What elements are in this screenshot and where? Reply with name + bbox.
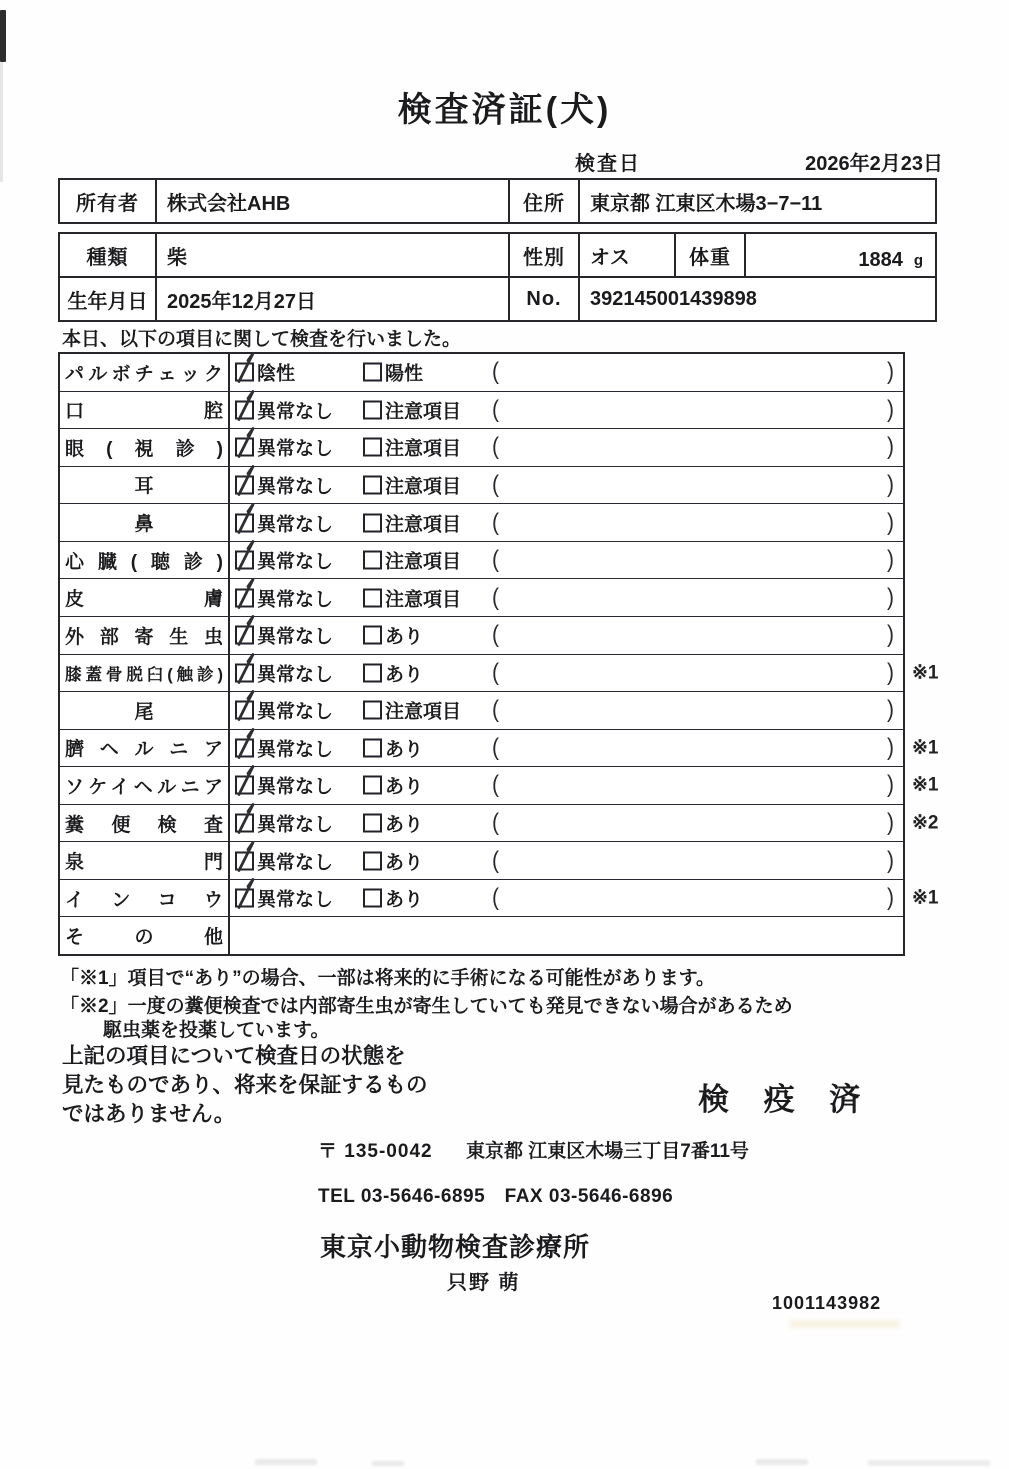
checkbox-primary [235, 400, 254, 419]
remarks-paren-open: ( [492, 471, 499, 498]
remarks-paren-close: ) [887, 696, 894, 723]
scan-artifact-topleft [0, 10, 6, 62]
exam-item-label: 膝蓋骨脱臼(触診) [65, 665, 223, 684]
checkmark-icon [233, 388, 259, 422]
footnote-1: 「※1」項目で“あり”の場合、一部は将来的に手術になる可能性があります。 [60, 968, 716, 989]
checkmark-icon [233, 651, 259, 685]
row-footnote-ref: ※1 [912, 887, 939, 909]
exam-result-cell [230, 655, 939, 692]
exam-table-row [60, 578, 903, 616]
remarks-paren-close: ) [887, 433, 894, 461]
primary-option-label: 異常なし [257, 476, 334, 498]
checkbox-primary [235, 438, 254, 457]
clinic-address: 東京都 江東区木場三丁目7番11号 [466, 1141, 749, 1162]
exam-result-cell [230, 730, 939, 767]
exam-item-cell [60, 730, 230, 767]
exam-item-label: 心臓(聴診) [65, 551, 223, 573]
checkbox-secondary [363, 363, 382, 382]
remarks-paren-open: ( [492, 696, 499, 723]
exam-item-label: 臍ヘルニア [65, 739, 223, 761]
secondary-result-option [363, 359, 423, 386]
exam-item-cell [60, 805, 230, 842]
exam-item-cell [60, 429, 230, 466]
row-footnote-ref: ※1 [912, 737, 939, 759]
secondary-result-option [363, 847, 423, 874]
secondary-result-option [363, 434, 461, 461]
veterinarian-name: 只野 萌 [447, 1272, 521, 1294]
exam-item-label: 眼(視診) [65, 438, 223, 460]
checkbox-secondary [363, 400, 382, 419]
secondary-result-option [363, 810, 423, 837]
checkbox-primary [235, 363, 254, 382]
remarks-paren-open: ( [492, 508, 499, 536]
checkbox-primary [235, 588, 254, 607]
secondary-option-label: 陽性 [385, 363, 424, 385]
exam-result-cell [230, 692, 903, 729]
weight-label: 体重 [674, 234, 744, 276]
secondary-result-option [363, 622, 423, 649]
secondary-result-option [363, 509, 461, 536]
checkbox-primary [235, 851, 254, 870]
exam-item-cell [60, 579, 230, 616]
scan-artifact-bottom [372, 1461, 404, 1466]
primary-option-label: 異常なし [257, 551, 334, 573]
exam-item-cell [60, 354, 230, 391]
exam-result-cell [230, 842, 903, 879]
checkbox-primary [235, 814, 254, 833]
exam-table-row [60, 541, 903, 579]
checkbox-secondary [363, 776, 382, 795]
clinic-name: 東京小動物検査診療所 [320, 1232, 591, 1262]
page-title: 検査済証(犬) [397, 91, 612, 129]
birthdate-label: 生年月日 [67, 290, 148, 313]
exam-result-cell [230, 617, 903, 654]
intro-text: 本日、以下の項目に関して検査を行いました。 [62, 329, 462, 350]
primary-result-option [235, 509, 333, 536]
exam-item-label: 尾 [134, 701, 154, 723]
checkmark-icon [233, 614, 259, 648]
remarks-paren-open: ( [492, 809, 499, 836]
primary-option-label: 異常なし [257, 664, 334, 686]
remarks-paren-open: ( [492, 433, 499, 461]
checkbox-primary [235, 475, 254, 494]
exam-item-cell [60, 392, 230, 429]
scan-artifact-bottom [756, 1459, 808, 1465]
secondary-option-label: あり [385, 776, 424, 798]
sex-value: オス [578, 234, 674, 276]
remarks-paren-close: ) [887, 734, 894, 761]
checkmark-icon [233, 689, 259, 723]
exam-result-cell [230, 917, 903, 954]
secondary-option-label: 注意項目 [385, 476, 462, 498]
remarks-paren-close: ) [887, 771, 894, 799]
exam-item-label: インコウ [65, 889, 223, 911]
checkbox-primary [235, 889, 254, 908]
exam-item-label: 皮膚 [65, 589, 223, 611]
inspection-date-label: 検査日 [575, 153, 641, 175]
exam-table-row [60, 616, 903, 654]
primary-result-option [235, 885, 333, 912]
row-footnote-ref: ※2 [912, 812, 939, 834]
secondary-result-option [363, 584, 461, 611]
exam-item-cell [60, 842, 230, 879]
exam-item-cell [60, 917, 230, 954]
exam-item-cell [60, 542, 230, 579]
exam-table-row [60, 729, 939, 767]
checkbox-primary [235, 513, 254, 532]
disclaimer-line: ではありません。 [62, 1102, 236, 1126]
checkbox-secondary [363, 475, 382, 494]
remarks-paren-open: ( [492, 583, 499, 611]
secondary-result-option [363, 885, 423, 912]
remarks-paren-close: ) [887, 884, 894, 911]
weight-value-cell [744, 234, 935, 276]
exam-table-row [60, 503, 903, 541]
secondary-result-option [363, 547, 461, 574]
exam-result-cell [230, 805, 939, 842]
row-footnote-ref: ※1 [912, 774, 939, 796]
checkbox-secondary [363, 551, 382, 570]
exam-result-cell [230, 880, 939, 917]
exam-item-label: 鼻 [134, 514, 154, 536]
secondary-option-label: あり [385, 739, 424, 761]
primary-option-label: 異常なし [257, 814, 334, 836]
owner-value: 株式会社AHB [155, 180, 508, 222]
birthdate-value: 2025年12月27日 [155, 278, 508, 320]
remarks-paren-open: ( [492, 884, 499, 911]
disclaimer-line: 見たものであり、将来を保証するもの [62, 1073, 428, 1097]
primary-result-option [235, 584, 333, 611]
secondary-option-label: あり [385, 626, 424, 648]
primary-option-label: 異常なし [257, 626, 334, 648]
checkbox-secondary [363, 701, 382, 720]
exam-item-cell [60, 467, 230, 504]
exam-item-cell [60, 504, 230, 541]
exam-item-label: 耳 [134, 476, 154, 498]
primary-result-option [235, 734, 333, 761]
primary-option-label: 異常なし [257, 701, 334, 723]
exam-table-row [60, 766, 939, 804]
exam-result-cell [230, 354, 903, 391]
scan-artifact-bottom [255, 1459, 317, 1465]
document-number: 1001143982 [772, 1293, 882, 1313]
primary-result-option [235, 547, 333, 574]
exam-table-row [60, 841, 903, 879]
inspection-date-value: 2026年2月23日 [805, 153, 943, 175]
breed-label: 種類 [86, 246, 129, 269]
tel-fax: TEL 03-5646-6895 FAX 03-5646-6896 [318, 1186, 674, 1207]
remarks-paren-close: ) [887, 809, 894, 836]
checkbox-secondary [363, 889, 382, 908]
exam-result-cell [230, 579, 903, 616]
secondary-option-label: 注意項目 [385, 701, 462, 723]
secondary-result-option [363, 772, 423, 799]
secondary-option-label: あり [385, 852, 424, 874]
disclaimer-line: 上記の項目について検査日の状態を [62, 1044, 406, 1068]
checkbox-secondary [363, 663, 382, 682]
remarks-paren-open: ( [492, 358, 499, 385]
exam-table-row [60, 391, 903, 429]
exam-table-row [60, 654, 939, 692]
remarks-paren-close: ) [887, 583, 894, 611]
remarks-paren-close: ) [887, 846, 894, 874]
checkmark-icon [233, 877, 259, 911]
remarks-paren-open: ( [492, 621, 499, 648]
exam-result-cell [230, 767, 939, 804]
primary-option-label: 異常なし [257, 401, 334, 423]
checkmark-icon [233, 426, 259, 460]
row-footnote-ref: ※1 [912, 662, 939, 684]
exam-result-cell [230, 504, 903, 541]
exam-item-cell [60, 767, 230, 804]
footnote-2-line2: 駆虫薬を投薬しています。 [103, 1020, 330, 1041]
primary-result-option [235, 772, 333, 799]
checkmark-icon [233, 539, 259, 573]
remarks-paren-close: ) [887, 508, 894, 536]
remarks-paren-close: ) [887, 358, 894, 385]
pet-table-row [60, 234, 935, 276]
secondary-option-label: 注意項目 [385, 551, 462, 573]
exam-table-row [60, 354, 903, 391]
primary-option-label: 異常なし [257, 514, 334, 536]
exam-table-row [60, 691, 903, 729]
checkmark-icon [233, 839, 259, 873]
primary-result-option [235, 847, 333, 874]
primary-result-option [235, 697, 333, 724]
exam-table-row [60, 466, 903, 504]
checkbox-primary [235, 701, 254, 720]
owner-table [58, 178, 937, 224]
exam-item-label: ソケイヘルニア [65, 776, 223, 798]
exam-table-row [60, 879, 939, 917]
weight-value: 1884 [858, 249, 903, 271]
secondary-result-option [363, 659, 423, 686]
exam-item-cell [60, 880, 230, 917]
exam-result-cell [230, 542, 903, 579]
exam-table-row [60, 428, 903, 466]
primary-option-label: 異常なし [257, 776, 334, 798]
checkbox-secondary [363, 814, 382, 833]
exam-item-cell [60, 692, 230, 729]
checkmark-icon [233, 764, 259, 798]
checkbox-primary [235, 626, 254, 645]
checkbox-secondary [363, 626, 382, 645]
primary-option-label: 異常なし [257, 889, 334, 911]
checkmark-icon [233, 463, 259, 497]
exam-item-label: 外部寄生虫 [65, 626, 223, 648]
primary-result-option [235, 434, 333, 461]
checkbox-secondary [363, 513, 382, 532]
remarks-paren-close: ) [887, 471, 894, 498]
primary-result-option [235, 471, 333, 498]
remarks-paren-open: ( [492, 658, 499, 686]
secondary-option-label: あり [385, 889, 424, 911]
pet-table [58, 232, 937, 322]
exam-item-cell [60, 655, 230, 692]
checkbox-secondary [363, 738, 382, 757]
checkmark-icon [233, 576, 259, 610]
secondary-result-option [363, 471, 461, 498]
exam-result-cell [230, 467, 903, 504]
secondary-option-label: 注意項目 [385, 401, 462, 423]
secondary-option-label: 注意項目 [385, 514, 462, 536]
primary-option-label: 陰性 [257, 363, 296, 385]
exam-result-cell [230, 392, 903, 429]
sex-label: 性別 [508, 234, 578, 276]
primary-option-label: 異常なし [257, 852, 334, 874]
primary-result-option [235, 622, 333, 649]
postal-code: 〒 135-0042 [318, 1141, 433, 1162]
secondary-option-label: あり [385, 814, 424, 836]
secondary-option-label: 注意項目 [385, 589, 462, 611]
exam-result-cell [230, 429, 903, 466]
pet-table-row [60, 276, 935, 320]
secondary-option-label: 注意項目 [385, 438, 462, 460]
checkmark-icon [233, 351, 259, 385]
primary-option-label: 異常なし [257, 589, 334, 611]
remarks-paren-open: ( [492, 771, 499, 799]
exam-item-label: 糞便検査 [65, 814, 223, 836]
id-number-value: 392145001439898 [578, 278, 935, 320]
primary-result-option [235, 359, 295, 386]
secondary-result-option [363, 734, 423, 761]
checkmark-icon [233, 726, 259, 760]
primary-option-label: 異常なし [257, 438, 334, 460]
primary-result-option [235, 396, 333, 423]
exam-item-label: その他 [65, 927, 223, 949]
exam-table-row [60, 916, 903, 954]
remarks-paren-close: ) [887, 658, 894, 686]
footnote-2-line1: 「※2」一度の糞便検査では内部寄生虫が寄生していても発見できない場合があるため [60, 996, 793, 1017]
exam-table-row [60, 804, 939, 842]
secondary-option-label: あり [385, 664, 424, 686]
address-label: 住所 [508, 180, 578, 222]
checkbox-primary [235, 663, 254, 682]
checkmark-icon [233, 501, 259, 535]
address-value: 東京都 江東区木場3−7−11 [578, 180, 935, 222]
disclaimer-text [62, 1042, 428, 1129]
remarks-paren-open: ( [492, 846, 499, 874]
quarantine-stamp: 検 疫 済 [698, 1082, 874, 1117]
weight-unit: g [913, 252, 923, 269]
secondary-result-option [363, 697, 461, 724]
id-number-label: No. [508, 278, 578, 320]
breed-value: 柴 [155, 234, 508, 276]
secondary-result-option [363, 396, 461, 423]
exam-item-cell [60, 617, 230, 654]
primary-result-option [235, 659, 333, 686]
primary-option-label: 異常なし [257, 739, 334, 761]
remarks-paren-close: ) [887, 396, 894, 423]
exam-item-label: 口腔 [65, 401, 223, 423]
checkbox-primary [235, 738, 254, 757]
remarks-paren-close: ) [887, 621, 894, 648]
checkmark-icon [233, 802, 259, 836]
remarks-paren-open: ( [492, 546, 499, 573]
checkbox-secondary [363, 438, 382, 457]
remarks-paren-open: ( [492, 734, 499, 761]
remarks-paren-open: ( [492, 396, 499, 423]
owner-label: 所有者 [76, 192, 139, 215]
exam-item-label: 泉門 [65, 852, 223, 874]
primary-result-option [235, 810, 333, 837]
scan-artifact-bottom [868, 1460, 990, 1466]
exam-results-table [58, 352, 939, 956]
checkbox-secondary [363, 851, 382, 870]
remarks-paren-close: ) [887, 546, 894, 573]
checkbox-secondary [363, 588, 382, 607]
exam-item-label: パルボチェック [65, 363, 223, 385]
checkbox-primary [235, 776, 254, 795]
checkbox-primary [235, 551, 254, 570]
scan-artifact-yellow [790, 1320, 900, 1328]
